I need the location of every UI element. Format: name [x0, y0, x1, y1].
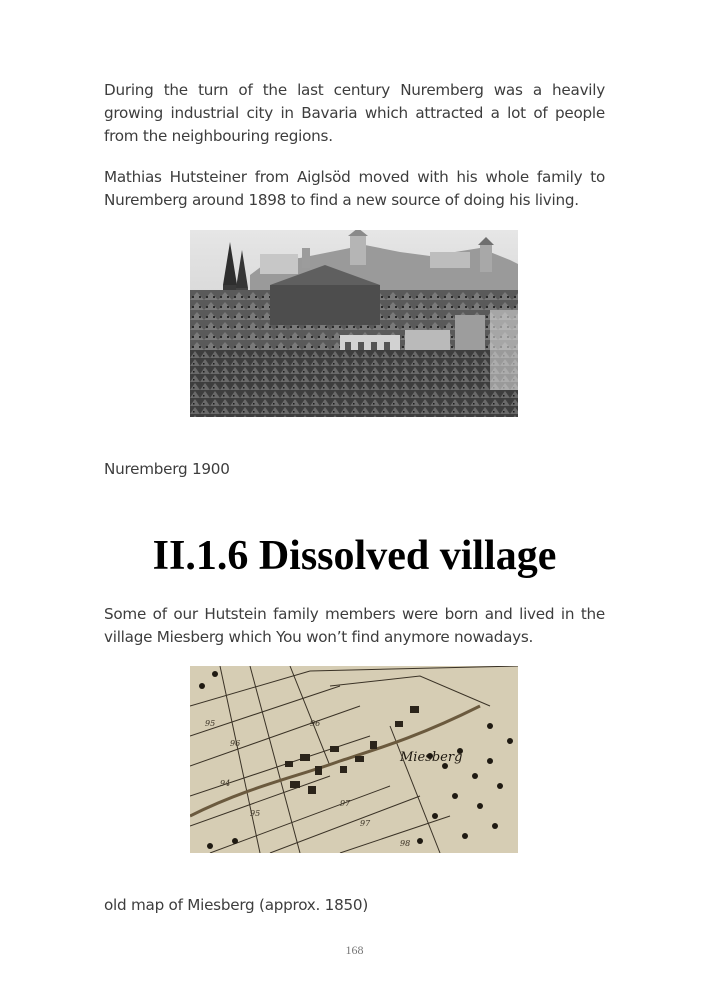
- page-number: 168: [345, 943, 364, 957]
- svg-text:95: 95: [250, 809, 261, 818]
- paragraph-hutsteiner-move: Mathias Hutsteiner from Aiglsöd moved with his whole family to Nuremberg around 1898 to find a new source of doing his living.: [104, 168, 605, 209]
- section-heading: II.1.6 Dissolved village: [152, 533, 557, 579]
- svg-text:95: 95: [205, 719, 216, 728]
- svg-text:96: 96: [310, 719, 321, 728]
- map-caption-miesberg: old map of Miesberg (approx. 1850): [104, 896, 368, 914]
- paragraph-nuremberg-growth: During the turn of the last century Nuremberg was a heavily growing industrial city in Bavaria which attracted a lot of people from the neighbouring regions.: [104, 81, 605, 145]
- svg-text:96: 96: [230, 739, 241, 748]
- paragraph-miesberg-village: Some of our Hutstein family members were born and lived in the village Miesberg which You won’t find anymore nowadays.: [104, 605, 605, 646]
- svg-text:97: 97: [340, 799, 351, 808]
- photo-caption-nuremberg: Nuremberg 1900: [104, 460, 230, 478]
- nuremberg-1900-photo: [190, 230, 518, 417]
- map-place-label: Miesberg: [400, 750, 463, 765]
- svg-text:97: 97: [360, 819, 371, 828]
- svg-text:98: 98: [400, 839, 411, 848]
- miesberg-old-map: [190, 666, 518, 853]
- svg-text:94: 94: [220, 779, 231, 788]
